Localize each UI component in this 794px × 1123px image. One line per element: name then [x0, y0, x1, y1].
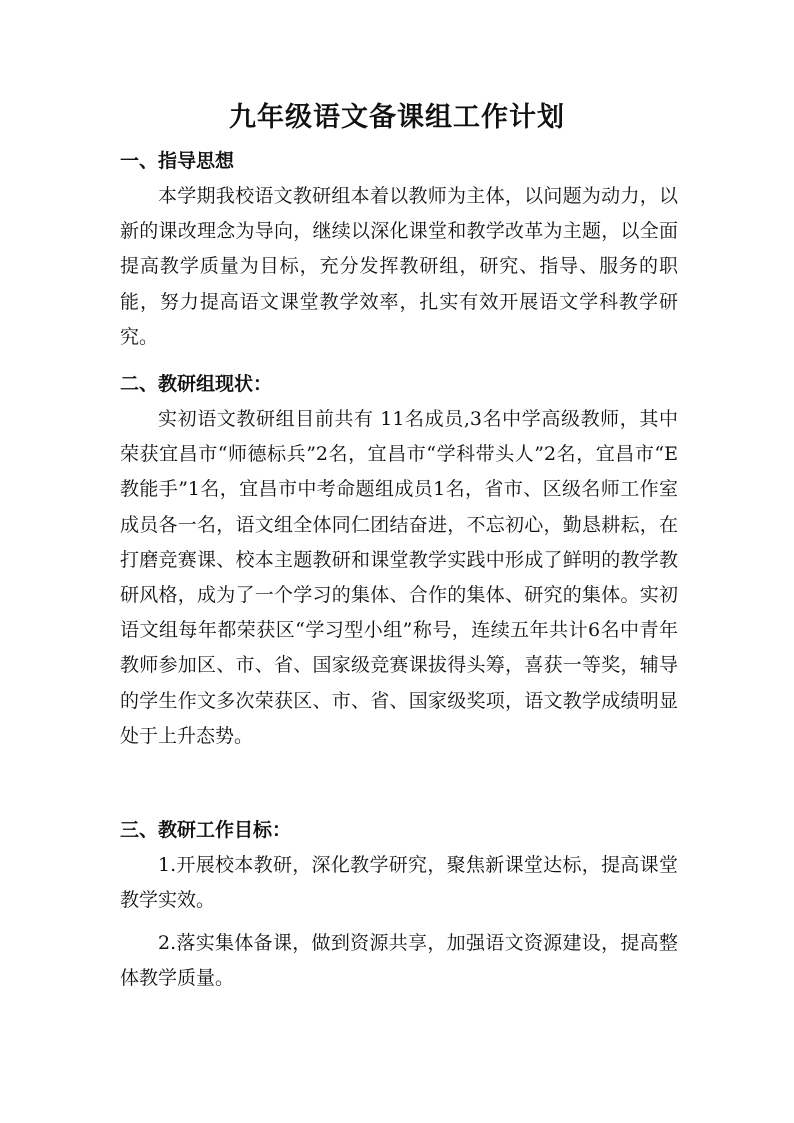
- section-paragraph-group-status: 实初语文教研组目前共有 11名成员,3名中学高级教师，其中荣获宜昌市“师德标兵”2名，宜昌市“学科带头人”2名，宜昌市“E教能手”1名，宜昌市中考命题组成员1名，省市、区级名师工作室成员各一名，语文组全体同仁团结奋进，不忘初心，勤恳耕耘，在打磨竞赛课、校本主题教研和课堂教学实践中形成了鲜明的教学教研风格，成为了一个学习的集体、合作的集体、研究的集体。实初语文组每年都荣获区“学习型小组”称号，连续五年共计6名中青年教师参加区、市、省、国家级竞赛课拔得头筹，喜获一等奖，辅导的学生作文多次荣获区、市、省、国家级奖项，语文教学成绩明显处于上升态势。: [120, 408, 678, 747]
- section-heading-group-status: 二、教研组现状：: [120, 373, 273, 395]
- section-paragraph-goal-2: 2.落实集体备课，做到资源共享，加强语文资源建设，提高整体教学质量。: [120, 932, 678, 990]
- document-title: 九年级语文备课组工作计划: [229, 102, 565, 133]
- section-paragraph-guiding-thought: 本学期我校语文教研组本着以教师为主体，以问题为动力，以新的课改理念为导向，继续以深化课堂和教学改革为主题，以全面提高教学质量为目标，充分发挥教研组，研究、指导、服务的职能，努力提高语文课堂教学效率，扎实有效开展语文学科教学研究。: [120, 185, 678, 348]
- section-heading-work-goals: 三、教研工作目标：: [120, 819, 292, 841]
- section-heading-guiding-thought: 一、指导思想: [120, 150, 235, 172]
- section-paragraph-goal-1: 1.开展校本教研，深化教学研究，聚焦新课堂达标，提高课堂教学实效。: [120, 854, 678, 912]
